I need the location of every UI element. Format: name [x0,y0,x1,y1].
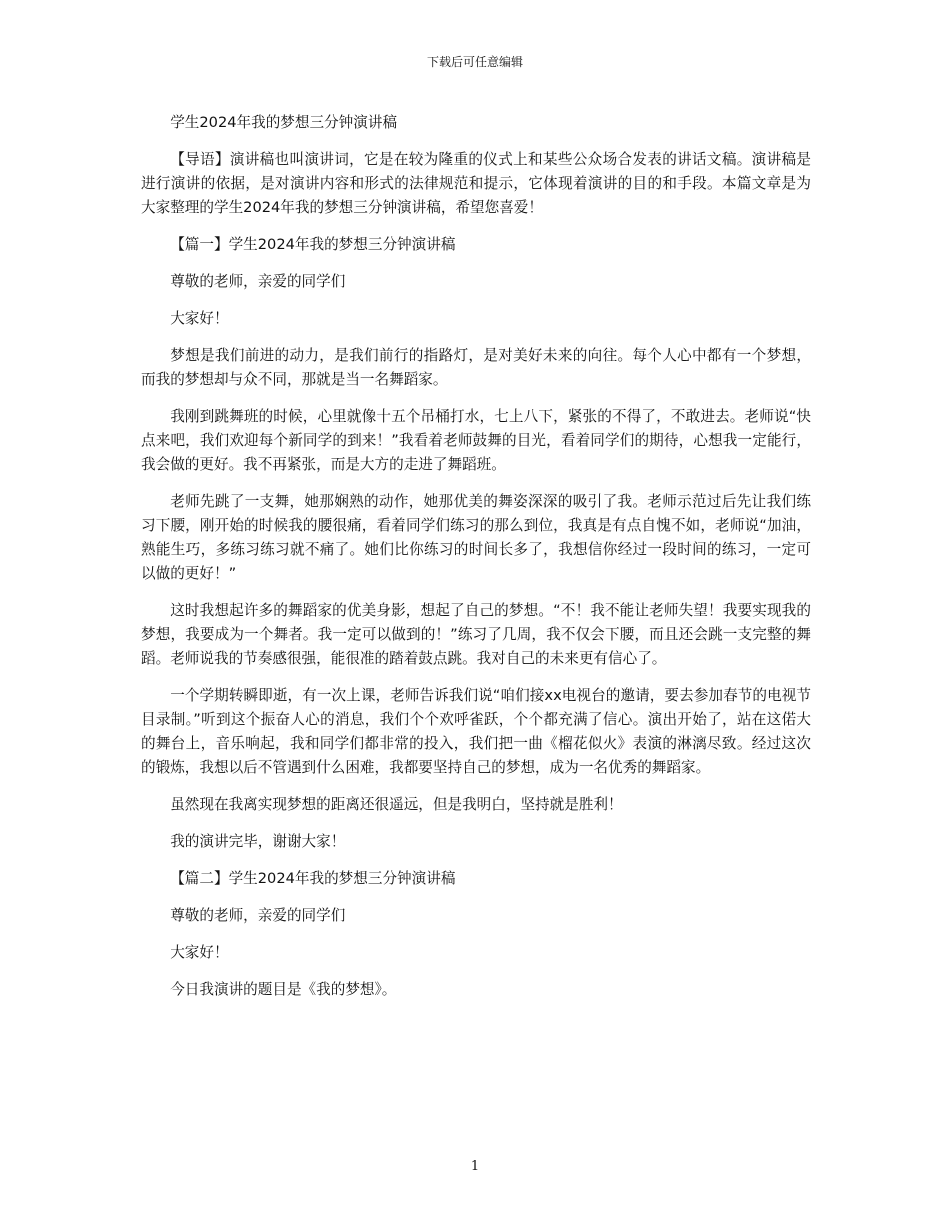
greeting-salutation: 尊敬的老师，亲爱的同学们 [170,273,346,290]
body-paragraph: 老师先跳了一支舞，她那娴熟的动作，她那优美的舞姿深深的吸引了我。老师示范过后先让我们练习下腰，刚开始的时候我的腰很痛，看着同学们练习的那么到位，我真是有点自愧不如，老师说“加油，熟能生巧，多练习练习就不痛了。她们比你练习的时间长多了，我想信你经过一段时间的练习，一定可以做的更好！” [141,493,811,582]
body-paragraph: 这时我想起许多的舞蹈家的优美身影，想起了自己的梦想。“不！我不能让老师失望！我要实现我的梦想，我要成为一个舞者。我一定可以做到的！”练习了几周，我不仅会下腰，而且还会跳一支完整的舞蹈。老师说我的节奏感很强，能很准的踏着鼓点跳。我对自己的未来更有信心了。 [141,602,811,667]
body-paragraph: 一个学期转瞬即逝，有一次上课，老师告诉我们说“咱们接xx电视台的邀请，要去参加春节的电视节目录制。”听到这个振奋人心的消息，我们个个欢呼雀跃，个个都充满了信心。演出开始了，站在这偌大的舞台上，音乐响起，我和同学们都非常的投入，我们把一曲《榴花似火》表演的淋漓尽致。经过这次的锻炼，我想以后不管遇到什么困难，我都要坚持自己的梦想，成为一名优秀的舞蹈家。 [141,687,811,776]
section-two-heading: 【篇二】学生2024年我的梦想三分钟演讲稿 [170,870,456,887]
document-body [141,111,811,1015]
closing-line: 我的演讲完毕，谢谢大家！ [170,833,346,850]
intro-paragraph: 【导语】演讲稿也叫演讲词，它是在较为隆重的仪式上和某些公众场合发表的讲话文稿。演讲稿是进行演讲的依据，是对演讲内容和形式的法律规范和提示，它体现着演讲的目的和手段。本篇文章是为大家整理的学生2024年我的梦想三分钟演讲稿，希望您喜爱！ [141,151,811,216]
section-one-heading: 【篇一】学生2024年我的梦想三分钟演讲稿 [170,236,456,253]
body-paragraph: 我刚到跳舞班的时候，心里就像十五个吊桶打水，七上八下，紧张的不得了，不敢进去。老师说“快点来吧，我们欢迎每个新同学的到来！”我看着老师鼓舞的目光，看着同学们的期待，心想我一定能行，我会做的更好。我不再紧张，而是大方的走进了舞蹈班。 [141,408,811,473]
greeting-salutation: 尊敬的老师，亲爱的同学们 [170,907,346,924]
document-title: 学生2024年我的梦想三分钟演讲稿 [170,114,398,131]
page-header-note: 下载后可任意编辑 [426,55,523,69]
greeting-hello: 大家好！ [170,310,229,327]
body-paragraph: 梦想是我们前进的动力，是我们前行的指路灯，是对美好未来的向往。每个人心中都有一个梦想，而我的梦想却与众不同，那就是当一名舞蹈家。 [141,347,811,388]
page-number: 1 [470,1159,480,1174]
body-paragraph: 虽然现在我离实现梦想的距离还很遥远，但是我明白，坚持就是胜利！ [170,796,623,813]
greeting-hello: 大家好！ [170,944,229,961]
body-paragraph: 今日我演讲的题目是《我的梦想》。 [170,981,397,998]
